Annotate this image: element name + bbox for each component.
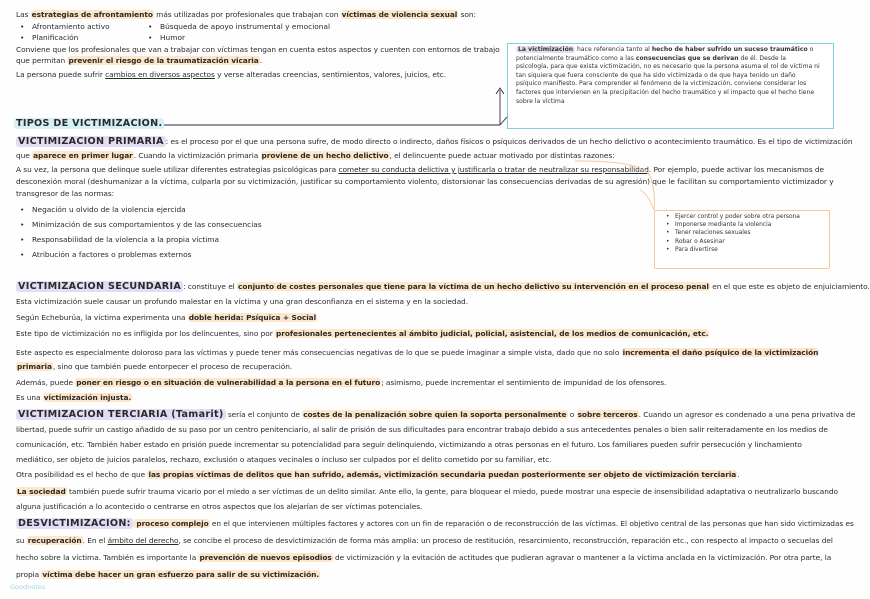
highlight-unjust: victimización injusta. xyxy=(43,393,132,402)
text: hecho sobre la víctima. También es importante la xyxy=(16,553,199,562)
bullet-active-coping: • Afrontamiento activo xyxy=(32,22,110,32)
highlight-psychic-damage: incrementa el daño psíquico de la victimización xyxy=(622,348,819,357)
text: , se concibe el proceso de desvictimización de forma más amplia: un proceso de restitución, resarcimiento, reconstrucción, reparación etc., con respecto al impacto o secuelas del xyxy=(178,536,833,545)
text: que xyxy=(16,151,33,160)
text: ; asimismo, puede incrementar el sentimiento de impunidad de los ofensores. xyxy=(381,378,667,387)
desvic-line-2 xyxy=(16,536,833,546)
watermark-logo: Goodnotes xyxy=(10,583,46,591)
bullet-attribution: • Atribución a factores o problemas externos xyxy=(32,250,191,260)
text: . Por ejemplo, puede activar los mecanismos de xyxy=(648,165,824,174)
underline-changes: cambios en diversos aspectos xyxy=(105,70,215,79)
text: sobre la víctima xyxy=(516,97,565,105)
offender-reasons-box xyxy=(654,210,830,269)
text: potencialmente traumático como a las xyxy=(516,54,636,62)
bullet-negation: • Negación u olvido de la violencia ejercida xyxy=(32,205,186,215)
highlight-society: La sociedad xyxy=(17,487,66,496)
tertiary-line-2: libertad, puede sufrir un castigo añadido de su paso por un centro penitenciario, al salir de prisión de sus dificultades para encontrar trabajo debido a sus antecedentes penales o bien salir reiteradamente en los medios de xyxy=(16,425,828,434)
primary-line-4: desconexión moral (deshumanizar a la víctima, culparla por su victimización, justificar su comportamiento violento, distorsionar las consecuencias derivadas de su agresión) que le facilitan su comportamiento victimizador y xyxy=(16,177,834,186)
title-desvictimization: DESVICTIMIZACION: xyxy=(18,518,131,529)
text: . xyxy=(737,470,740,479)
highlight-coping-strategies: estrategias de afrontamiento xyxy=(31,10,153,19)
reason-item: • Para divertirse xyxy=(675,246,825,254)
secondary-line-2: Esta victimización suele causar un profundo malestar en la víctima y una gran desconfianza en el sistema y en la sociedad. xyxy=(16,297,468,306)
reason-item: • Imponerse mediante la violencia xyxy=(675,221,825,229)
primary-line-3 xyxy=(16,165,824,175)
primary-line-2 xyxy=(16,151,615,161)
desvic-line-4 xyxy=(16,570,320,580)
tertiary-line-6 xyxy=(16,487,838,497)
tertiary-line-5 xyxy=(16,470,740,480)
intro-line-3: Conviene que los profesionales que van a trabajar con víctimas tengan en cuenta estos aspectos y cuenten con entornos de trabajo xyxy=(16,45,500,54)
highlight-personal-costs: conjunto de costes personales que tiene para la víctima de un hecho delictivo su intervención en el proceso penal xyxy=(238,282,709,291)
text: Según Echeburúa, la víctima experimenta una xyxy=(16,313,188,322)
text: Además, puede xyxy=(16,378,76,387)
secondary-line-3 xyxy=(16,313,317,323)
bullet-support-search: • Búsqueda de apoyo instrumental y emocional xyxy=(160,22,330,32)
highlight-penalization-costs: costes de la penalización sobre quien la soporta personalmente xyxy=(303,410,567,419)
text: psíquico manifiesto. Para comprender el fenómeno de la victimización, conviene considerar los xyxy=(516,80,807,88)
text: de victimización y la evitación de actitudes que pudieran agravar o mantener a la víctima anclada en la victimización. Por otra parte, la xyxy=(332,553,832,562)
primary-line-5: transgresor de las normas: xyxy=(16,189,115,198)
bullet-planning: • Planificación xyxy=(32,33,78,43)
highlight-effort: víctima debe hacer un gran esfuerzo para salir de su victimización. xyxy=(42,570,320,579)
tertiary-line-3: comunicación, etc. También haber estado en prisión puede incrementar su potencialidad para seguir delinquiendo, victimizando a otras personas en el futuro. Los familiares pueden sufrir persecución y linchamiento xyxy=(16,440,802,449)
reason-item: • Robar o Asesinar xyxy=(675,238,825,246)
heading-types xyxy=(14,119,164,129)
text: , el delincuente puede actuar motivado por distintas razones: xyxy=(389,151,615,160)
text: tan siquiera que fuera consciente de que ha sido victimizada o de que haya tenido un daño xyxy=(516,71,796,79)
secondary-line-7 xyxy=(16,378,666,388)
bullet-responsibility: • Responsabilidad de la violencia a la propia víctima xyxy=(32,235,219,245)
highlight-double-wound: doble herida: Psíquica + Social xyxy=(188,313,317,322)
secondary-line-8 xyxy=(16,393,132,403)
text: TIPOS DE VICTIMIZACION. xyxy=(16,118,163,129)
text: . Cuando la victimización primaria xyxy=(133,151,261,160)
highlight-sexual-violence-victims: víctimas de violencia sexual xyxy=(341,10,458,19)
title-tertiary: VICTIMIZACION TERCIARIA (Tamarit) xyxy=(18,409,224,420)
text: : constituye el xyxy=(183,282,237,291)
text: en el que intervienen múltiples factores y actores con un fin de reparación o de reconstrucción de las víctimas. El objetivo central de las personas que han sido victimizadas es xyxy=(209,519,854,528)
text: : es el proceso por el que una persona sufre, de modo directo o indirecto, daños físicos o psíquicos derivados de un hecho delictivo o acontecimiento traumático. Es el tipo de victimización xyxy=(165,137,853,146)
title-secondary: VICTIMIZACION SECUNDARIA xyxy=(18,281,182,292)
text: de él. Desde la xyxy=(738,54,786,62)
text: factores que intervienen en la precipitación del hecho traumático y el impacto que el hecho tiene xyxy=(516,88,815,96)
text: La persona puede sufrir xyxy=(16,70,106,79)
primary-line-1 xyxy=(16,137,852,147)
text: o xyxy=(807,46,814,53)
text: y verse alteradas creencias, sentimientos, valores, juicios, etc. xyxy=(214,70,446,79)
text: también puede sufrir trauma vicario por el miedo a ser víctimas de un delito similar. Ante ello, la gente, para bloquear el miedo, puede mostrar una especie de insensibilidad adaptativa o neutralizarlo buscando xyxy=(66,487,839,496)
text: . En el xyxy=(82,536,108,545)
text: su xyxy=(16,536,27,545)
bullet-humor: • Humor xyxy=(160,33,185,43)
secondary-line-4 xyxy=(16,329,709,339)
highlight-first-place: aparece en primer lugar xyxy=(33,151,133,160)
highlight-recovery: recuperación xyxy=(27,536,82,545)
text: Las xyxy=(16,10,31,19)
text: o xyxy=(567,410,577,419)
text: más utilizadas por profesionales que trabajan con xyxy=(153,10,341,19)
highlight-prevention: prevención de nuevos episodios xyxy=(199,553,332,562)
highlight-tertiary-victims: las propias víctimas de delitos que han sufrido, además, victimización secundaria puedan posteriormente ser objeto de victimización terciaria xyxy=(148,470,737,479)
desvic-line-1 xyxy=(16,519,854,529)
reason-item: • Tener relaciones sexuales xyxy=(675,229,825,237)
tertiary-line-7: alguna justificación a lo acontecido o centrarse en otros aspectos que los alejarían de ser víctimas potenciales. xyxy=(16,502,423,511)
reason-item: • Ejercer control y poder sobre otra persona xyxy=(675,213,825,221)
tertiary-line-1 xyxy=(16,410,855,420)
highlight-complex-process: proceso complejo xyxy=(133,519,209,528)
highlight-vicarious-trauma: prevenir el riesgo de la traumatización vicaria xyxy=(68,56,259,65)
text: son: xyxy=(458,10,476,19)
secondary-line-5 xyxy=(16,348,819,358)
highlight-vulnerability: poner en riesgo o en situación de vulnerabilidad a la persona en el futuro xyxy=(76,378,381,387)
text: consecuencias que se derivan xyxy=(635,54,739,62)
text: hace referencia tanto al xyxy=(575,46,652,53)
text: psicología, para que exista victimización, no es necesario que la persona asuma el rol de víctima ni xyxy=(516,63,820,71)
text: Este aspecto es especialmente doloroso para las víctimas y puede tener más consecuencias negativas de lo que se puede imaginar a simple vista, dado que no solo xyxy=(16,348,622,357)
text: primaria xyxy=(17,362,52,371)
text: Este tipo de victimización no es infligida por los delincuentes, sino por xyxy=(16,329,275,338)
highlight-criminal-act: proviene de un hecho delictivo xyxy=(261,151,389,160)
text: , sino que también puede entorpecer el proceso de recuperación. xyxy=(52,362,293,371)
text: sería el conjunto de xyxy=(225,410,303,419)
bullet-minimization: • Minimización de sus comportamientos y de las consecuencias xyxy=(32,220,262,230)
secondary-line-6 xyxy=(16,362,292,372)
tertiary-line-4: mediático, ser objeto de juicios paralelos, rechazo, exclusión o ataques vecinales o incluso ser culpados por el delito cometido por su familiar, etc. xyxy=(16,455,552,464)
desvic-line-3 xyxy=(16,553,831,563)
title-primary: VICTIMIZACION PRIMARIA xyxy=(18,136,164,147)
underline-law: ámbito del derecho xyxy=(107,536,179,545)
text: en el que este es objeto de enjuiciamiento. xyxy=(709,282,870,291)
text: La victimización xyxy=(518,46,574,53)
text: propia xyxy=(16,570,42,579)
secondary-line-1 xyxy=(16,282,870,292)
highlight-third-parties: sobre terceros xyxy=(577,410,638,419)
text: . Cuando un agresor es condenado a una pena privativa de xyxy=(638,410,856,419)
highlight-professionals: profesionales pertenecientes al ámbito judicial, policial, asistencial, de los medios de comunicación, etc. xyxy=(276,329,709,338)
text: que permitan xyxy=(16,56,68,65)
text: . xyxy=(259,56,263,65)
text: hecho de haber sufrido un suceso traumático xyxy=(651,46,808,53)
text: A su vez, la persona que delinque suele utilizar diferentes estrategias psicológicas para xyxy=(16,165,339,174)
underline-justify: cometer su conducta delictiva y justificarla o tratar de neutralizar su responsabilidad xyxy=(338,165,649,174)
text: Es una xyxy=(16,393,43,402)
text: Otra posibilidad es el hecho de que xyxy=(16,470,148,479)
